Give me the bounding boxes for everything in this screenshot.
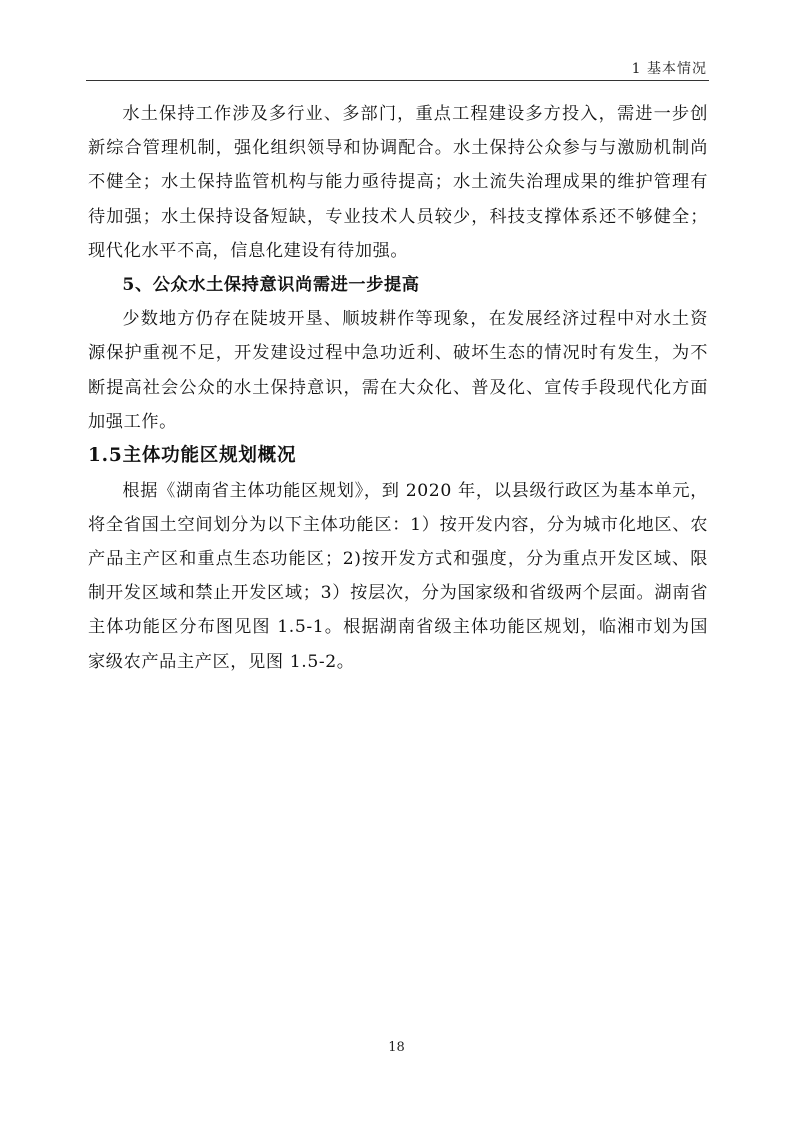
- subheading-public-awareness: 5、公众水土保持意识尚需进一步提高: [122, 275, 420, 296]
- running-header-chapter: 1 基本情况: [631, 61, 707, 77]
- paragraph-functional-zoning: 根据《湖南省主体功能区规划》，到 2020 年，以县级行政区为基本单元，将全省国土空间划分为以下主体功能区：1）按开发内容，分为城市化地区、农产品主产区和重点生态功能区；2)按开发方式和强度，分为重点开发区域、限制开发区域和禁止开发区域；3）按层次，分为国家级和省级两个层面。湖南省主体功能区分布图见图 1.5-1。根据湖南省级主体功能区规划，临湘市划为国家级农产品主产区，见图 1.5-2。: [88, 480, 708, 672]
- header-divider: [86, 80, 709, 81]
- page-number: 18: [388, 1040, 405, 1055]
- paragraph-management-issues: 水土保持工作涉及多行业、多部门，重点工程建设多方投入，需进一步创新综合管理机制，强化组织领导和协调配合。水土保持公众参与与激励机制尚不健全；水土保持监管机构与能力亟待提高；水土流失治理成果的维护管理有待加强；水土保持设备短缺，专业技术人员较少，科技支撑体系还不够健全；现代化水平不高，信息化建设有待加强。: [88, 104, 708, 261]
- section-title-functional-zoning: 1.5主体功能区规划概况: [88, 445, 297, 467]
- body-text: [88, 97, 708, 679]
- paragraph-public-awareness: 少数地方仍存在陡坡开垦、顺坡耕作等现象，在发展经济过程中对水土资源保护重视不足，开发建设过程中急功近利、破坏生态的情况时有发生，为不断提高社会公众的水土保持意识，需在大众化、普及化、宣传手段现代化方面加强工作。: [88, 309, 708, 432]
